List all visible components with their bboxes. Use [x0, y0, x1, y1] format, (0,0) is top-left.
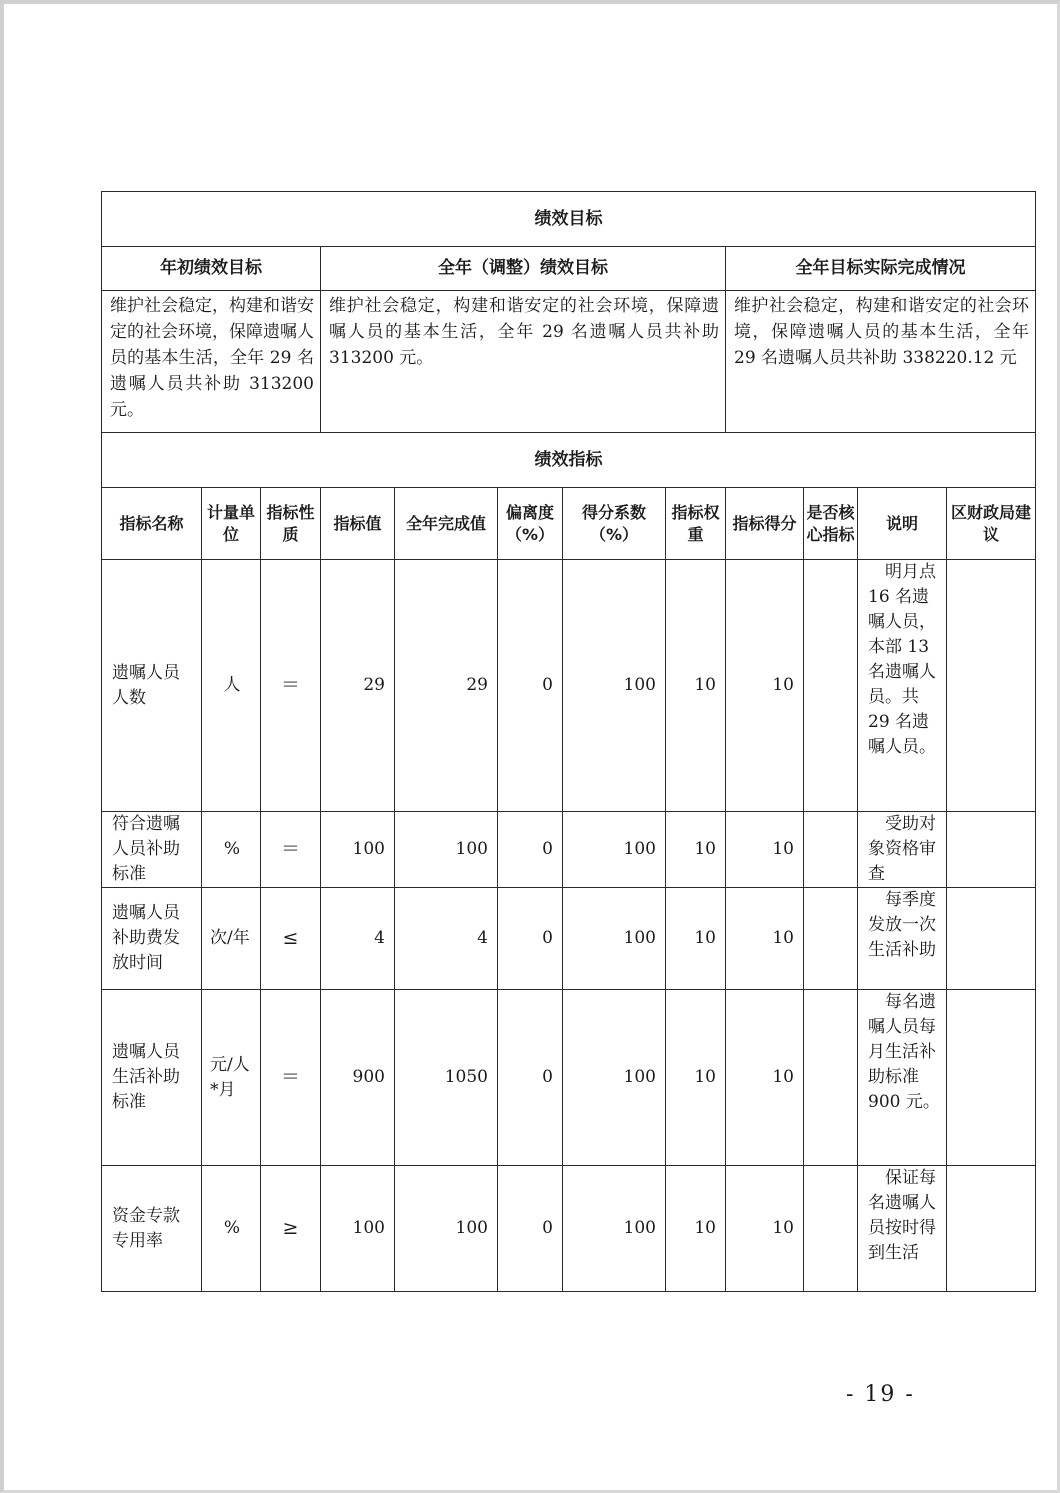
header-deviation: 偏离度（%）	[498, 488, 563, 560]
goal-text-adjusted: 维护社会稳定，构建和谐安定的社会环境，保障遗嘱人员的基本生活，全年 29 名遗嘱人员共补助 313200 元。	[321, 291, 726, 433]
indicator-weight: 10	[666, 888, 726, 990]
table-row	[102, 1166, 1036, 1292]
indicator-suggestion	[947, 1166, 1036, 1292]
indicator-target: 900	[321, 990, 395, 1166]
indicator-weight: 10	[666, 560, 726, 812]
goal-text-actual: 维护社会稳定，构建和谐安定的社会环境，保障遗嘱人员的基本生活，全年 29 名遗嘱人员共补助 338220.12 元	[726, 291, 1036, 433]
indicator-suggestion	[947, 812, 1036, 888]
indicator-coefficient: 100	[563, 1166, 666, 1292]
indicator-deviation: 0	[498, 1166, 563, 1292]
indicator-actual: 100	[395, 1166, 498, 1292]
goal-header-initial: 年初绩效目标	[102, 247, 321, 291]
table-row	[102, 990, 1036, 1166]
indicator-weight: 10	[666, 812, 726, 888]
table-row	[102, 812, 1036, 888]
indicator-unit: 人	[202, 560, 261, 812]
indicator-core	[804, 560, 858, 812]
header-coefficient: 得分系数（%）	[563, 488, 666, 560]
indicator-unit: %	[202, 812, 261, 888]
table-row	[102, 560, 1036, 812]
header-core: 是否核心指标	[804, 488, 858, 560]
header-indicator-name: 指标名称	[102, 488, 202, 560]
goal-header-actual: 全年目标实际完成情况	[726, 247, 1036, 291]
indicator-nature: ＝	[261, 812, 321, 888]
header-target: 指标值	[321, 488, 395, 560]
indicator-target: 100	[321, 1166, 395, 1292]
header-nature: 指标性质	[261, 488, 321, 560]
indicator-nature: ＝	[261, 560, 321, 812]
indicator-name: 资金专款专用率	[102, 1166, 202, 1292]
header-suggestion: 区财政局建议	[947, 488, 1036, 560]
indicator-suggestion	[947, 888, 1036, 990]
header-note: 说明	[858, 488, 947, 560]
indicator-core	[804, 1166, 858, 1292]
indicator-score: 10	[726, 560, 804, 812]
goal-header-adjusted: 全年（调整）绩效目标	[321, 247, 726, 291]
indicator-deviation: 0	[498, 560, 563, 812]
indicator-actual: 1050	[395, 990, 498, 1166]
indicator-unit: 次/年	[202, 888, 261, 990]
header-unit: 计量单位	[202, 488, 261, 560]
indicator-coefficient: 100	[563, 888, 666, 990]
indicators-section-title: 绩效指标	[102, 433, 1036, 488]
indicator-suggestion	[947, 990, 1036, 1166]
indicator-weight: 10	[666, 1166, 726, 1292]
indicator-nature: ＝	[261, 990, 321, 1166]
indicator-note: 受助对象资格审查	[858, 812, 947, 888]
indicator-target: 4	[321, 888, 395, 990]
indicator-coefficient: 100	[563, 990, 666, 1166]
indicator-weight: 10	[666, 990, 726, 1166]
indicator-coefficient: 100	[563, 812, 666, 888]
indicator-target: 100	[321, 812, 395, 888]
indicator-actual: 100	[395, 812, 498, 888]
header-weight: 指标权重	[666, 488, 726, 560]
indicator-score: 10	[726, 812, 804, 888]
indicator-note: 明月点 16 名遗嘱人员，本部 13 名遗嘱人员。共 29 名遗嘱人员。	[858, 560, 947, 812]
table-row	[102, 888, 1036, 990]
indicator-score: 10	[726, 888, 804, 990]
indicator-deviation: 0	[498, 990, 563, 1166]
header-score: 指标得分	[726, 488, 804, 560]
goals-section-title: 绩效目标	[102, 192, 1036, 247]
indicator-name: 遗嘱人员人数	[102, 560, 202, 812]
indicator-deviation: 0	[498, 812, 563, 888]
page-number: - 19 -	[846, 1382, 915, 1407]
indicator-unit: %	[202, 1166, 261, 1292]
indicator-core	[804, 990, 858, 1166]
indicator-name: 遗嘱人员生活补助标准	[102, 990, 202, 1166]
indicator-nature: ≥	[261, 1166, 321, 1292]
indicator-target: 29	[321, 560, 395, 812]
indicator-core	[804, 812, 858, 888]
indicator-actual: 4	[395, 888, 498, 990]
indicator-score: 10	[726, 1166, 804, 1292]
indicator-score: 10	[726, 990, 804, 1166]
indicator-note: 保证每名遗嘱人员按时得到生活	[858, 1166, 947, 1292]
indicator-core	[804, 888, 858, 990]
indicator-suggestion	[947, 560, 1036, 812]
indicator-note: 每季度发放一次生活补助	[858, 888, 947, 990]
indicator-name: 符合遗嘱人员补助标准	[102, 812, 202, 888]
goal-text-initial: 维护社会稳定，构建和谐安定的社会环境，保障遗嘱人员的基本生活，全年 29 名遗嘱人员共补助 313200 元。	[102, 291, 321, 433]
header-actual: 全年完成值	[395, 488, 498, 560]
indicator-unit: 元/人*月	[202, 990, 261, 1166]
indicator-name: 遗嘱人员补助费发放时间	[102, 888, 202, 990]
indicator-actual: 29	[395, 560, 498, 812]
indicator-deviation: 0	[498, 888, 563, 990]
performance-table	[101, 191, 1036, 1292]
indicator-note: 每名遗嘱人员每月生活补助标准 900 元。	[858, 990, 947, 1166]
indicator-nature: ≤	[261, 888, 321, 990]
indicator-coefficient: 100	[563, 560, 666, 812]
